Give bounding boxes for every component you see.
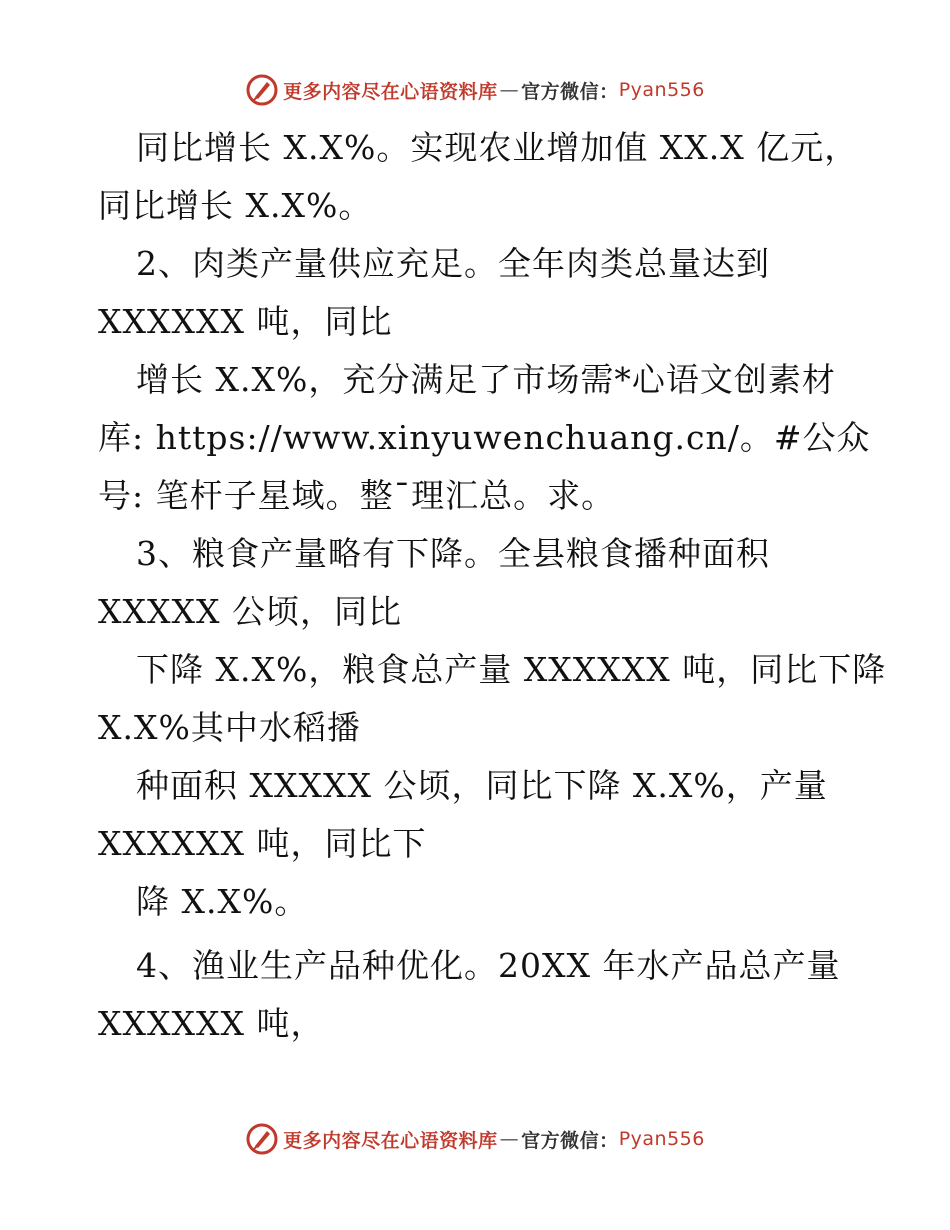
- text-line: 号: 笔杆子星域。整¯理汇总。求。: [98, 476, 616, 515]
- text-line: 2、肉类产量供应充足。全年肉类总量达到: [136, 244, 770, 283]
- banner-wechat-id: Pyan556: [618, 1128, 705, 1150]
- banner-dash: —: [499, 79, 520, 101]
- header-banner: [0, 70, 950, 110]
- text-line: 4、渔业生产品种优化。20XX 年水产品总产量: [136, 946, 841, 985]
- banner-dash: —: [499, 1128, 520, 1150]
- banner-title: 更多内容尽在心语资料库: [283, 80, 498, 103]
- text-line: 增长 X.X%，充分满足了市场需*心语文创素材: [136, 360, 836, 399]
- text-line: 3、粮食产量略有下降。全县粮食播种面积: [136, 534, 770, 573]
- text-line: 同比增长 X.X%。实现农业增加值 XX.X 亿元，: [136, 128, 859, 167]
- banner-wechat-id: Pyan556: [618, 79, 705, 101]
- text-line: XXXXX 公顷，同比: [98, 592, 402, 631]
- text-line: 同比增长 X.X%。: [98, 186, 373, 225]
- text-line: XXXXXX 吨，同比: [98, 302, 393, 341]
- text-line: X.X%其中水稻播: [98, 708, 361, 747]
- banner-wechat-label: 官方微信：: [521, 1129, 619, 1152]
- footer-banner: [0, 1119, 950, 1159]
- banner-wechat-label: 官方微信：: [521, 80, 619, 103]
- text-line: 下降 X.X%，粮食总产量 XXXXXX 吨，同比下降: [136, 650, 887, 689]
- banner-title: 更多内容尽在心语资料库: [283, 1129, 498, 1152]
- quill-logo-icon: [245, 1122, 279, 1156]
- text-line: XXXXXX 吨，同比下: [98, 824, 427, 863]
- text-line: 种面积 XXXXX 公顷，同比下降 X.X%，产量: [136, 766, 828, 805]
- quill-logo-icon: [245, 73, 279, 107]
- text-line: 库: https://www.xinyuwenchuang.cn/。#公众: [98, 418, 871, 457]
- text-line: 降 X.X%。: [136, 882, 309, 921]
- text-line: XXXXXX 吨，: [98, 1004, 325, 1043]
